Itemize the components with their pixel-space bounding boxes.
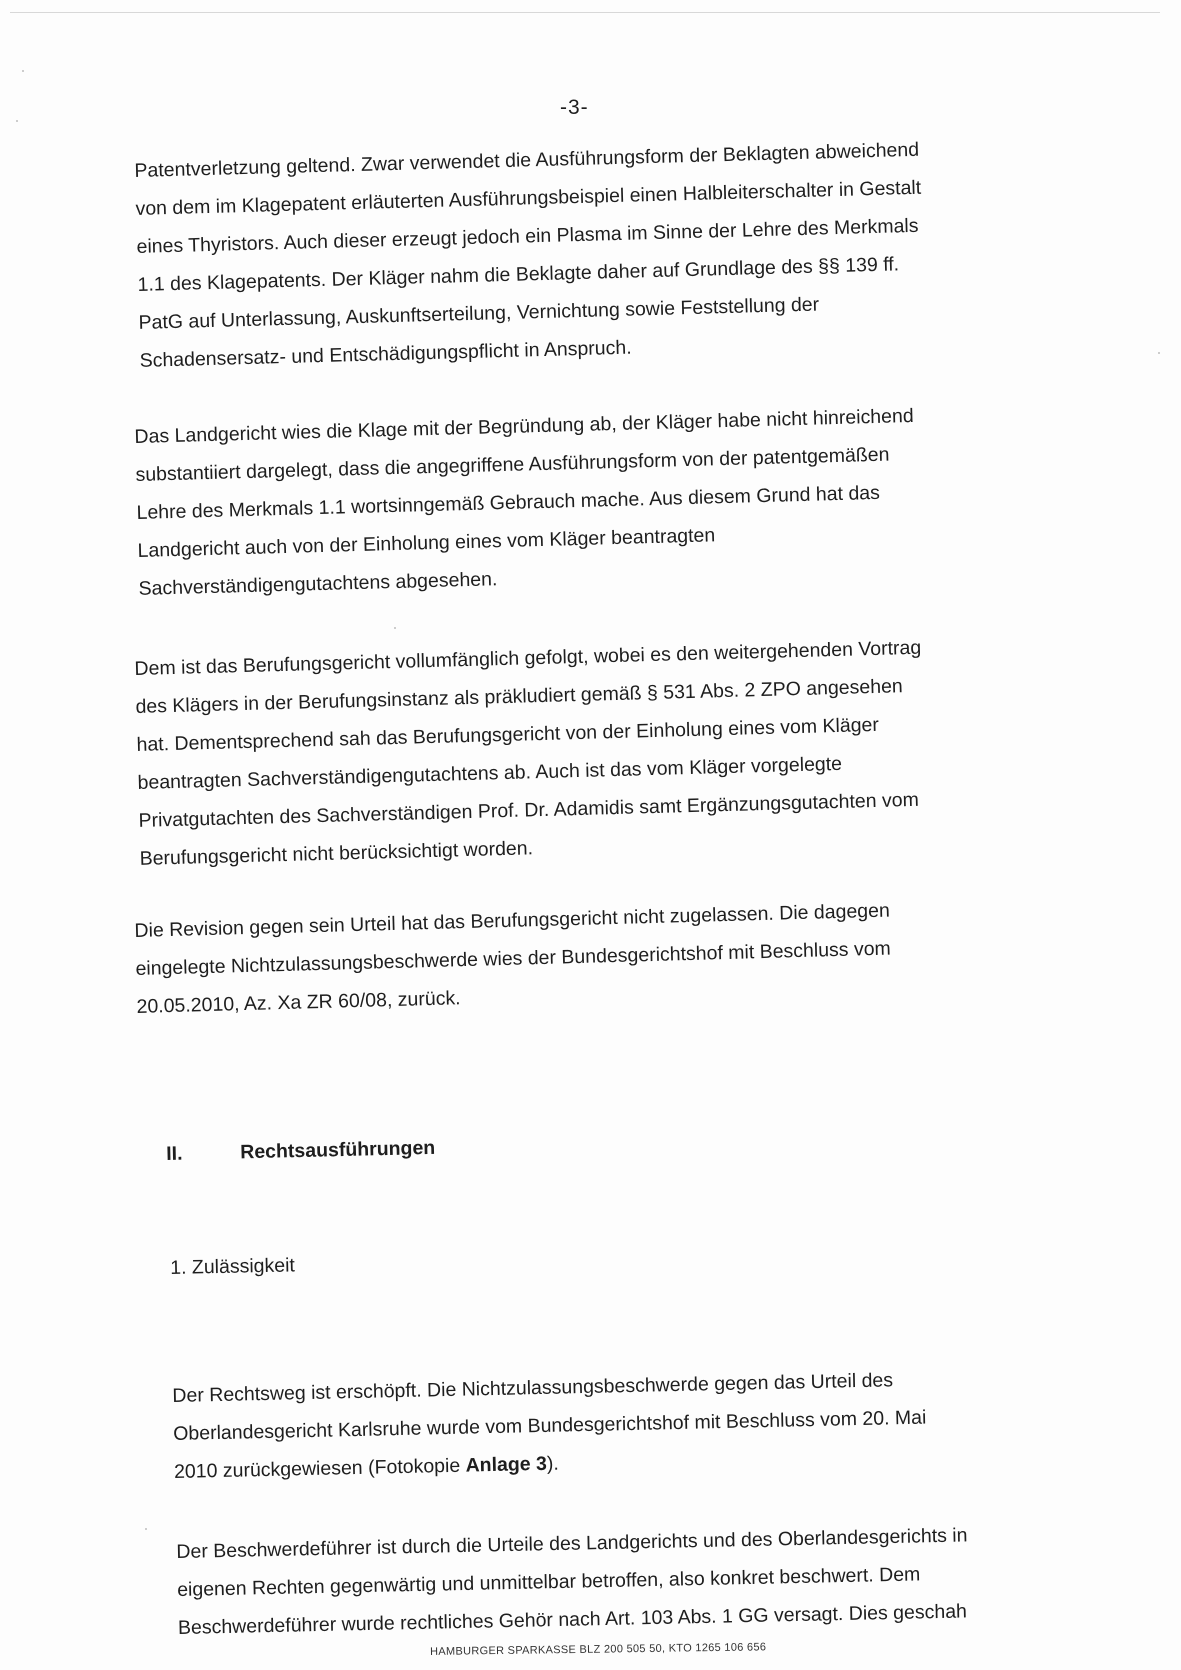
text-line: Oberlandesgericht Karlsruhe wurde vom Bundesgerichtshof mit Beschluss vom 20. Mai xyxy=(173,1406,927,1445)
exhibit-reference: Anlage 3 xyxy=(465,1452,548,1477)
text-line: hat. Dementsprechend sah das Berufungsgericht von der Einholung eines vom Kläger xyxy=(136,713,880,756)
text-line: eines Thyristors. Auch dieser erzeugt jedoch ein Plasma im Sinne der Lehre des Merkmals xyxy=(136,214,919,258)
text-line: eigenen Rechten gegenwärtig und unmittelbar betroffen, also konkret beschwert. Dem xyxy=(176,1563,921,1601)
section-title: Rechtsausführungen xyxy=(239,1136,436,1164)
text-line: Schadensersatz- und Entschädigungspflicht in Anspruch. xyxy=(139,336,632,372)
paragraph-3 xyxy=(134,626,1040,878)
text-line: 1.1 des Klagepatents. Der Kläger nahm die Beklagte daher auf Grundlage des §§ 139 ff. xyxy=(137,253,900,296)
text-line: Der Beschwerdeführer ist durch die Urteile des Landgerichts und des Oberlandesgerichts in xyxy=(176,1524,968,1563)
page-number: -3- xyxy=(560,96,589,119)
scan-speck xyxy=(16,120,18,122)
paragraph-2 xyxy=(134,394,1039,608)
text-run: 2010 zurückgewiesen (Fotokopie xyxy=(173,1454,466,1483)
bank-details-footer: HAMBURGER SPARKASSE BLZ 200 505 50, KTO 1265 106 656 xyxy=(430,1641,767,1658)
text-line: PatG auf Unterlassung, Auskunftserteilung, Vernichtung sowie Feststellung der xyxy=(138,293,820,334)
text-line: Dem ist das Berufungsgericht vollumfänglich gefolgt, wobei es den weitergehenden Vortrag xyxy=(134,636,922,680)
text-line: Landgericht auch von der Einholung eines vom Kläger beantragten xyxy=(137,524,716,562)
section-number: II. xyxy=(166,1142,183,1165)
text-line: Privatgutachten des Sachverständigen Prof. Dr. Adamidis samt Ergänzungsgutachten vom xyxy=(138,788,920,832)
text-line: Patentverletzung geltend. Zwar verwendet die Ausführungsform der Beklagten abweichend xyxy=(134,138,920,182)
scan-speck xyxy=(22,70,24,72)
scan-speck xyxy=(394,627,396,629)
text-line: 20.05.2010, Az. Xa ZR 60/08, zurück. xyxy=(136,987,461,1018)
paragraph-5 xyxy=(172,1357,1074,1491)
text-line: des Klägers in der Berufungsinstanz als präkludiert gemäß § 531 Abs. 2 ZPO angesehen xyxy=(135,675,904,718)
text-line: Die Revision gegen sein Urteil hat das Berufungsgericht nicht zugelassen. Die dagegen xyxy=(134,899,891,942)
text-line: Das Landgericht wies die Klage mit der Begründung ab, der Kläger habe nicht hinreichend xyxy=(134,404,914,448)
text-run: ). xyxy=(546,1452,560,1475)
text-line: Lehre des Merkmals 1.1 wortsinngemäß Gebrauch mache. Aus diesem Grund hat das xyxy=(136,481,881,524)
section-heading xyxy=(166,1137,435,1166)
text-line: substantiiert dargelegt, dass die angegriffene Ausführungsform von der patentgemäßen xyxy=(135,443,890,486)
scan-edge-line xyxy=(10,12,1160,13)
scan-speck xyxy=(1158,352,1160,354)
paragraph-4 xyxy=(134,888,1037,1026)
text-line: Berufungsgericht nicht berücksichtigt worden. xyxy=(139,837,534,870)
text-line: Beschwerdeführer wurde rechtliches Gehör nach Art. 103 Abs. 1 GG versagt. Dies geschah xyxy=(177,1600,968,1639)
subsection-heading: 1. Zulässigkeit xyxy=(170,1254,296,1279)
text-line: Sachverständigengutachtens abgesehen. xyxy=(138,568,498,600)
text-line: von dem im Klagepatent erläuterten Ausführungsbeispiel einen Halbleiterschalter in Gestalt xyxy=(135,176,922,220)
scan-speck xyxy=(145,1528,147,1530)
text-line: Der Rechtsweg ist erschöpft. Die Nichtzulassungsbeschwerde gegen das Urteil des xyxy=(172,1369,894,1407)
text-line: beantragten Sachverständigengutachtens ab. Auch ist das vom Kläger vorgelegte xyxy=(137,752,843,794)
text-line: eingelegte Nichtzulassungsbeschwerde wies der Bundesgerichtshof mit Beschluss vom xyxy=(135,937,892,980)
paragraph-6 xyxy=(176,1514,1108,1647)
paragraph-1 xyxy=(134,128,1040,380)
